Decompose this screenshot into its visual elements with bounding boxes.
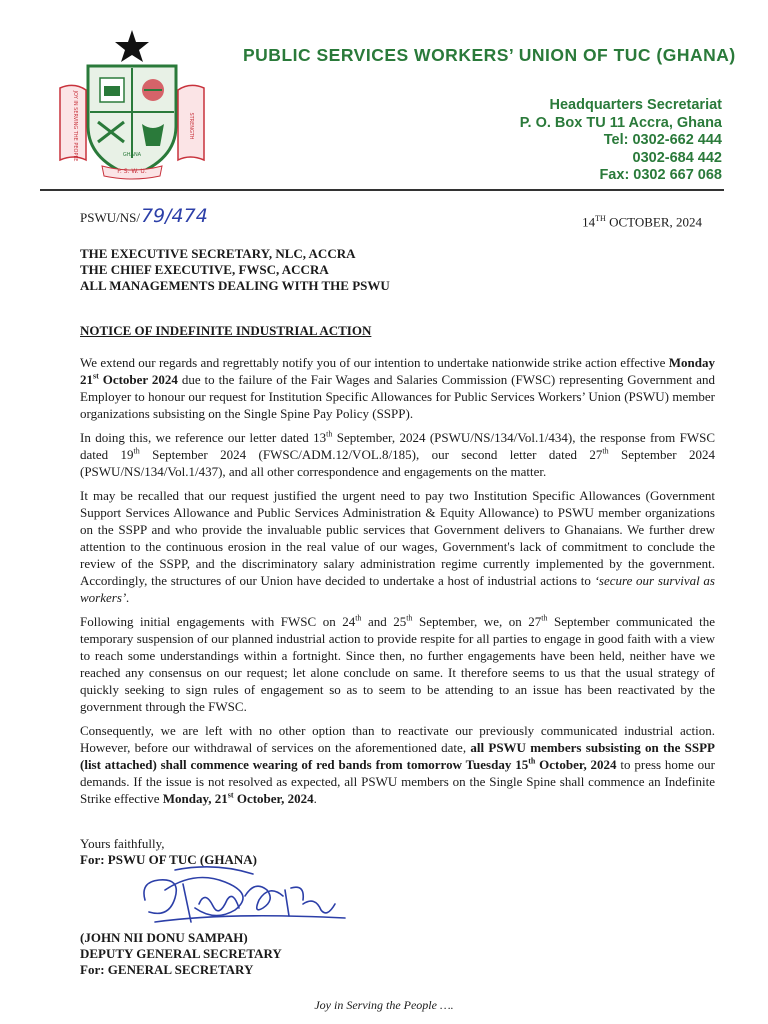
letter-subject: NOTICE OF INDEFINITE INDUSTRIAL ACTION <box>80 323 372 338</box>
body-paragraph <box>80 613 715 715</box>
hq-line: 0302-684 442 <box>632 149 722 166</box>
paragraph-text: In doing this, we reference our letter dated 13 <box>80 430 327 445</box>
addressee: THE EXECUTIVE SECRETARY, NLC, ACCRA <box>80 246 356 261</box>
date-day: 14 <box>582 214 596 230</box>
header-divider <box>40 189 724 191</box>
signatory-for: For: GENERAL SECRETARY <box>80 962 254 977</box>
paragraph-text: Following initial engagements with FWSC on 24 <box>80 614 356 629</box>
paragraph-text: October, 2024 <box>535 757 617 772</box>
body-paragraph <box>80 722 715 807</box>
hq-line: P. O. Box TU 11 Accra, Ghana <box>519 114 722 131</box>
paragraph-text: th <box>326 429 333 439</box>
paragraph-text: September communicated the temporary suspension of our planned industrial action to provide respite for all parties to engage in good faith with a view to reach some understandings within a fortnight. Since then, no further engagements have been held, neither have we reached any consensus on our request; let alone conclude on same. It therefore seems to us that the usual strategy of quickly seeking to sign rules of engagement so as to seem to be attending to an issue has been reactivated by the government through the FWSC. <box>80 614 715 714</box>
paragraph-text: th <box>406 613 413 623</box>
paragraph-text: th <box>528 756 536 766</box>
body-paragraph <box>80 429 715 480</box>
addressee: ALL MANAGEMENTS DEALING WITH THE PSWU <box>80 278 390 293</box>
signatory-title: DEPUTY GENERAL SECRETARY <box>80 946 282 961</box>
paragraph-text: th <box>133 446 140 456</box>
hq-line: Headquarters Secretariat <box>549 97 722 113</box>
paragraph-text: Consequently, we are left with no other option than to reactivate our previously communicated industrial action. However, before our withdrawal of services on the aforementioned date, <box>80 723 715 755</box>
signatory-name: (JOHN NII DONU SAMPAH) <box>80 930 248 945</box>
paragraph-text: October 2024 <box>98 372 178 387</box>
date-suffix: TH <box>595 214 606 223</box>
org-name: PUBLIC SERVICES WORKERS’ UNION OF TUC (GHANA) <box>243 45 736 65</box>
reference-prefix: PSWU/NS/ <box>80 210 140 225</box>
paragraph-text: th <box>541 613 548 623</box>
hq-contact-block <box>520 97 722 185</box>
crest-country-text: GHANA <box>122 152 142 158</box>
union-crest-icon <box>56 28 208 180</box>
crest-right-banner-text: STRENGTH <box>188 112 194 140</box>
paragraph-text: October, 2024 <box>233 791 314 806</box>
paragraph-text: September 2024 (FWSC/ADM.12/VOL.8/185), our second letter dated 27 <box>139 447 603 462</box>
closing-for: For: PSWU OF TUC (GHANA) <box>80 852 257 867</box>
paragraph-text: September, 2024 (PSWU/NS/134/Vol.1/434), the response from FWSC dated 19 <box>80 430 716 462</box>
crest-left-banner-text: JOY IN SERVING THE PEOPLE <box>72 90 78 162</box>
paragraph-text: and 25 <box>361 614 407 629</box>
date-rest: OCTOBER, 2024 <box>605 214 702 230</box>
hq-line: Fax: 0302 667 068 <box>599 167 722 183</box>
paragraph-text: ‘secure our survival as workers’. <box>80 573 715 605</box>
letter-body <box>80 354 715 814</box>
paragraph-text: Monday, 21 <box>162 791 228 806</box>
hq-line: Tel: 0302-662 444 <box>603 132 722 148</box>
paragraph-text: st <box>93 371 99 381</box>
paragraph-text: We extend our regards and regrettably notify you of our intention to undertake nationwide strike action effective <box>80 355 669 370</box>
paragraph-text: Monday 21 <box>80 355 715 387</box>
paragraph-text: th <box>355 613 362 623</box>
paragraph-text: to press home our demands. If the issue is not resolved as expected, all PSWU members on the Single Spine shall commence an Indefinite Strike effective <box>80 757 715 806</box>
reference-number <box>80 207 208 226</box>
crest-bottom-text: P. S. W. U. <box>117 168 147 175</box>
paragraph-text: September 2024 (PSWU/NS/134/Vol.1/437), and all other correspondence and engagements on the matter. <box>80 447 716 479</box>
paragraph-text: . <box>313 791 317 806</box>
body-paragraph <box>80 354 715 422</box>
reference-handwritten: 79/474 <box>140 205 208 227</box>
paragraph-text: th <box>602 446 609 456</box>
paragraph-text: due to the failure of the Fair Wages and Salaries Commission (FWSC) representing Government and Employer to honour our request for Institution Specific Allowances for Public Services Workers’ Union (PSWU) member organizations subsisting on the Single Spine Pay Policy (SSPP). <box>80 372 715 421</box>
footer-motto: Joy in Serving the People …. <box>314 998 454 1012</box>
paragraph-text: st <box>227 790 234 800</box>
addressee: THE CHIEF EXECUTIVE, FWSC, ACCRA <box>80 262 329 277</box>
closing-salutation: Yours faithfully, <box>80 836 165 851</box>
paragraph-text: It may be recalled that our request justified the urgent need to pay two Institution Specific Allowances (Government Support Services Allowance and Public Services Administration & Equity Allowance) to PSWU member organizations on the SSPP and who provide the invaluable public services that Government delivers to Ghanaians. We further drew attention to the continuous erosion in the real value of our wages, Government's lack of commitment to conclude the review of the SSPP, and the discriminatory salary administration regime currently implemented by the government. Accordingly, the structures of our Union have decided to undertake a host of industrial actions to <box>80 488 715 588</box>
signatory-block <box>80 930 282 978</box>
paragraph-text: all PSWU members subsisting on the SSPP (list attached) shall commence wearing of red bands from tomorrow Tuesday 15 <box>80 740 715 772</box>
body-paragraph <box>80 487 715 606</box>
letter-date <box>582 214 702 230</box>
addressee-block <box>80 246 390 294</box>
handwritten-signature <box>135 860 350 938</box>
paragraph-text: September, we, on 27 <box>412 614 542 629</box>
